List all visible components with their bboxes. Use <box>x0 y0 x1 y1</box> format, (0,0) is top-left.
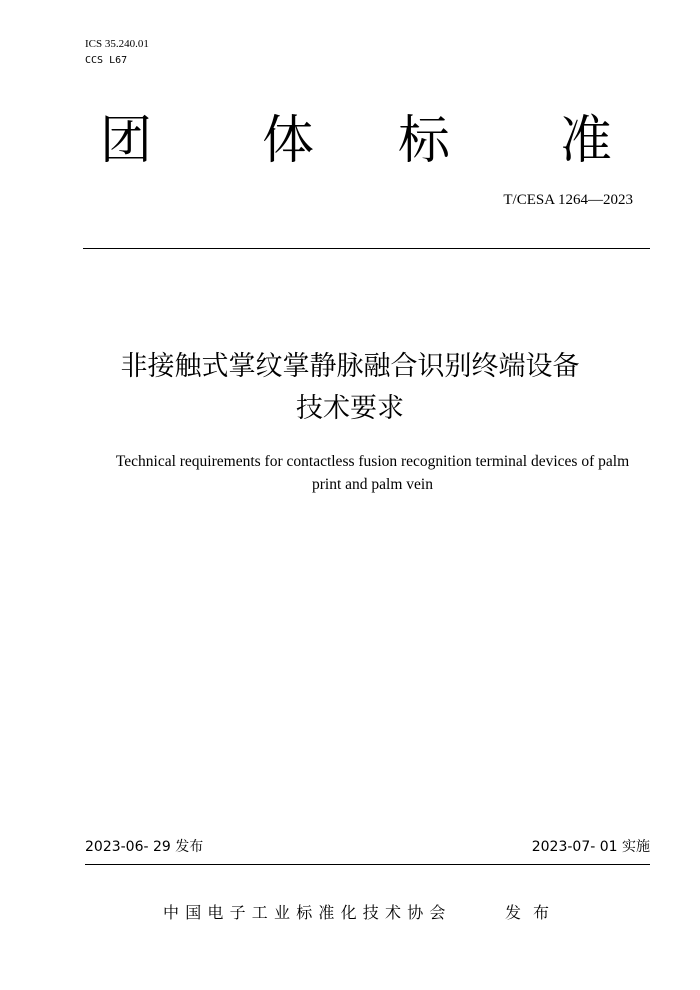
top-divider <box>83 248 650 249</box>
issue-label: 发布 <box>505 903 562 922</box>
ccs-code: CCS L67 <box>85 55 128 66</box>
category-char-2: 体 <box>262 111 315 171</box>
ics-code: ICS 35.240.01 <box>85 38 149 50</box>
category-char-1: 团 <box>100 111 153 171</box>
bottom-divider <box>85 864 650 865</box>
chinese-title-line-1: 非接触式掌纹掌静脉融合识别终端设备 <box>120 351 580 382</box>
implement-date: 2023-07- 01 实施 <box>531 839 650 855</box>
english-title-line-2: print and palm vein <box>312 476 433 493</box>
publish-date: 2023-06- 29 发布 <box>85 839 204 855</box>
category-char-4: 准 <box>560 111 613 171</box>
english-title-line-1: Technical requirements for contactless fusion recognition terminal devices of palm <box>115 453 630 470</box>
chinese-title-line-2: 技术要求 <box>296 393 404 424</box>
standard-number: T/CESA 1264—2023 <box>503 192 633 208</box>
category-char-3: 标 <box>398 111 451 171</box>
issuing-organization: 中国电子工业标准化技术协会 <box>163 903 452 922</box>
